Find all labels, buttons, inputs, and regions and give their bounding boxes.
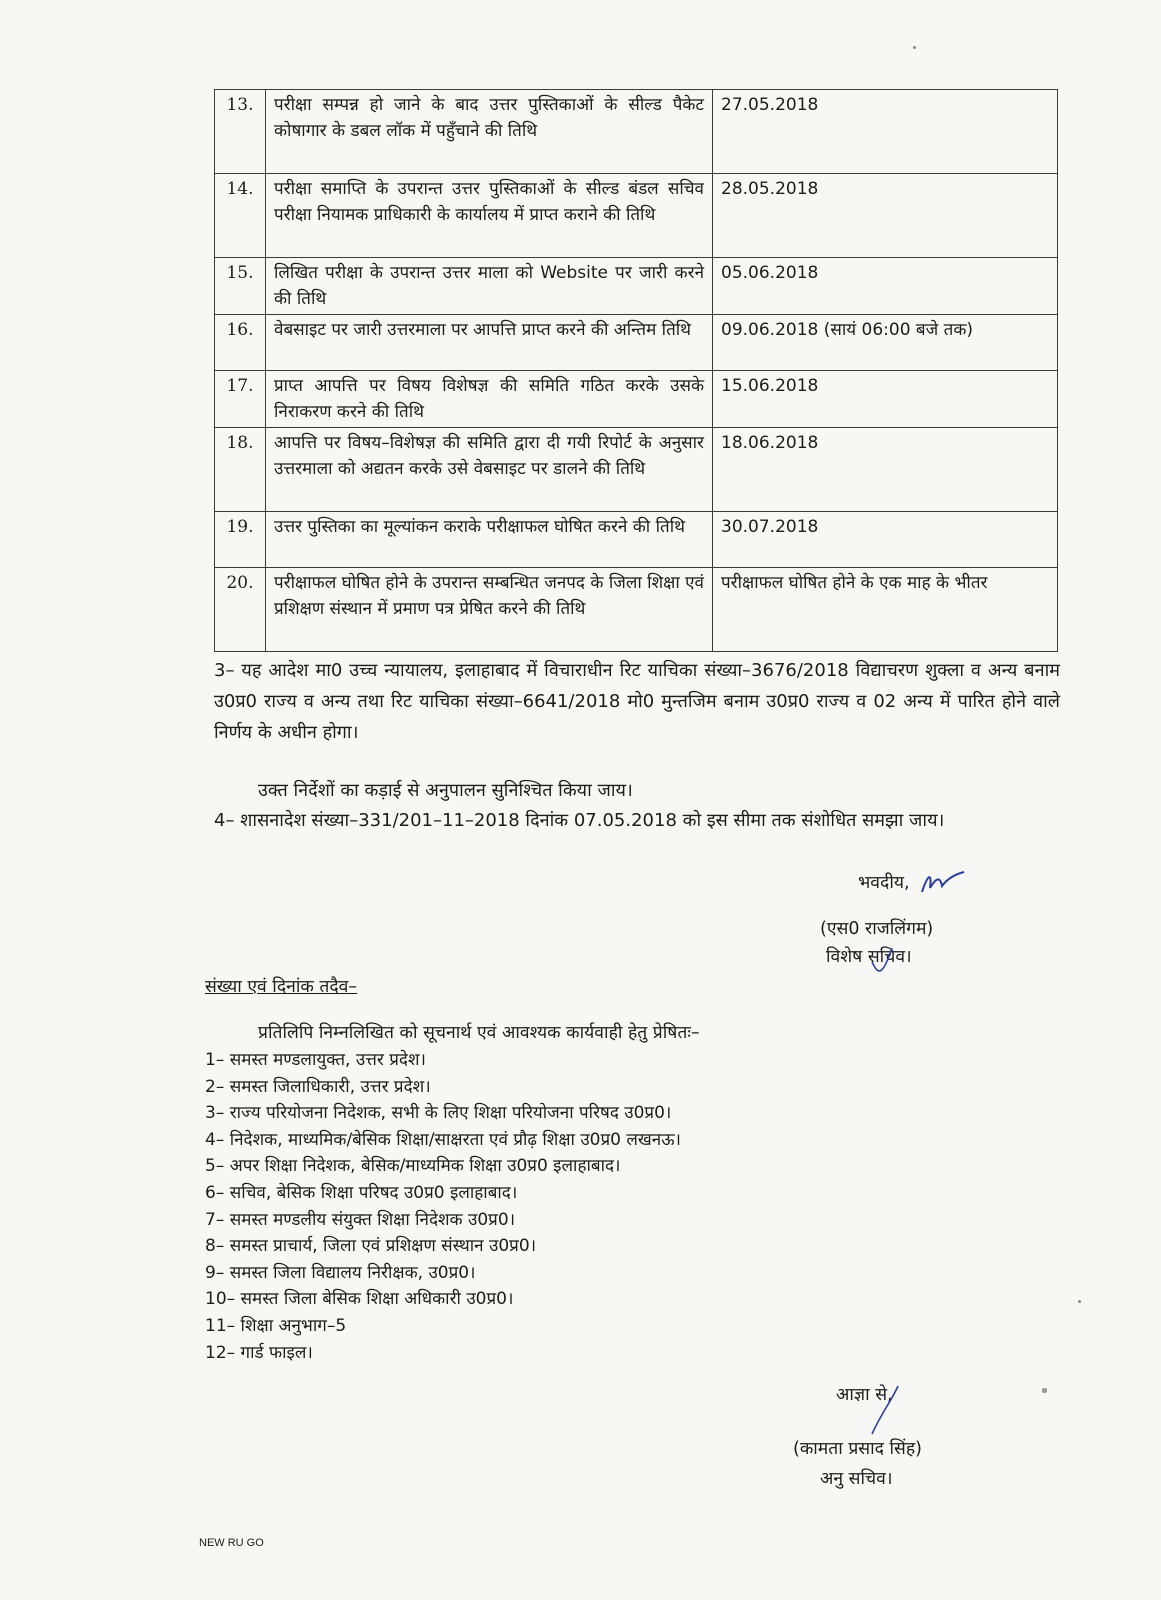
recipient-item: 7– समस्त मण्डलीय संयुक्त शिक्षा निदेशक उ0प्र0।	[205, 1209, 516, 1230]
row-number: 20.	[215, 568, 266, 652]
schedule-row	[215, 428, 1058, 512]
scan-speck	[1078, 1300, 1081, 1303]
row-date: 27.05.2018	[713, 90, 1058, 174]
row-number: 17.	[215, 371, 266, 428]
row-number: 19.	[215, 512, 266, 568]
row-description: परीक्षाफल घोषित होने के उपरान्त सम्बन्धित जनपद के जिला शिक्षा एवं प्रशिक्षण संस्थान में प्रमाण पत्र प्रेषित करने की तिथि	[266, 568, 713, 652]
schedule-row	[215, 258, 1058, 315]
recipient-item: 6– सचिव, बेसिक शिक्षा परिषद उ0प्र0 इलाहाबाद।	[205, 1182, 518, 1203]
signature-stroke	[868, 944, 898, 992]
row-date: 15.06.2018	[713, 371, 1058, 428]
scan-speck	[913, 46, 916, 49]
row-description: लिखित परीक्षा के उपरान्त उत्तर माला को Website पर जारी करने की तिथि	[266, 258, 713, 315]
schedule-row	[215, 315, 1058, 371]
row-date: 05.06.2018	[713, 258, 1058, 315]
signatory-designation: अनु सचिव।	[820, 1469, 893, 1489]
schedule-row	[215, 512, 1058, 568]
paragraph-4: 4– शासनादेश संख्या–331/201–11–2018 दिनांक 07.05.2018 को इस सीमा तक संशोधित समझा जाय।	[214, 810, 945, 831]
handwritten-signature	[918, 868, 968, 898]
row-number: 15.	[215, 258, 266, 315]
schedule-table	[214, 89, 1058, 652]
row-date: 30.07.2018	[713, 512, 1058, 568]
recipient-item: 11– शिक्षा अनुभाग–5	[205, 1315, 347, 1336]
row-number: 18.	[215, 428, 266, 512]
closing-text: भवदीय,	[858, 873, 910, 893]
recipient-item: 2– समस्त जिलाधिकारी, उत्तर प्रदेश।	[205, 1076, 431, 1097]
recipient-item: 5– अपर शिक्षा निदेशक, बेसिक/माध्यमिक शिक्षा उ0प्र0 इलाहाबाद।	[205, 1156, 621, 1177]
row-number: 14.	[215, 174, 266, 258]
recipient-item: 8– समस्त प्राचार्य, जिला एवं प्रशिक्षण संस्थान उ0प्र0।	[205, 1236, 537, 1257]
schedule-row	[215, 90, 1058, 174]
signatory-designation: विशेष सचिव।	[826, 947, 912, 967]
reference-line: संख्या एवं दिनांक तदैव–	[205, 977, 358, 997]
schedule-row	[215, 568, 1058, 652]
signature-stroke	[868, 1382, 908, 1438]
row-date: 18.06.2018	[713, 428, 1058, 512]
copy-intro: प्रतिलिपि निम्नलिखित को सूचनार्थ एवं आवश्यक कार्यवाही हेतु प्रेषितः–	[258, 1023, 700, 1043]
footer-code: NEW RU GO	[199, 1537, 264, 1549]
row-date: परीक्षाफल घोषित होने के एक माह के भीतर	[713, 568, 1058, 652]
signatory-name: (कामता प्रसाद सिंह)	[793, 1439, 922, 1459]
instruction-line: उक्त निर्देशों का कड़ाई से अनुपालन सुनिश्चित किया जाय।	[258, 780, 633, 801]
recipient-item: 1– समस्त मण्डलायुक्त, उत्तर प्रदेश।	[205, 1050, 426, 1070]
row-description: आपत्ति पर विषय–विशेषज्ञ की समिति द्वारा दी गयी रिपोर्ट के अनुसार उत्तरमाला को अद्यतन करके उसे वेबसाइट पर डालने की तिथि	[266, 428, 713, 512]
row-description: परीक्षा सम्पन्न हो जाने के बाद उत्तर पुस्तिकाओं के सील्ड पैकेट कोषागार के डबल लॉक में पहुँचाने की तिथि	[266, 90, 713, 174]
row-number: 13.	[215, 90, 266, 174]
row-number: 16.	[215, 315, 266, 371]
recipient-item: 4– निदेशक, माध्यमिक/बेसिक शिक्षा/साक्षरता एवं प्रौढ़ शिक्षा उ0प्र0 लखनऊ।	[205, 1129, 682, 1150]
row-date: 09.06.2018 (सायं 06:00 बजे तक)	[713, 315, 1058, 371]
scan-speck	[1042, 1388, 1047, 1393]
row-date: 28.05.2018	[713, 174, 1058, 258]
recipient-item: 3– राज्य परियोजना निदेशक, सभी के लिए शिक्षा परियोजना परिषद उ0प्र0।	[205, 1103, 672, 1124]
row-description: परीक्षा समाप्ति के उपरान्त उत्तर पुस्तिकाओं के सील्ड बंडल सचिव परीक्षा नियामक प्राधिकारी के कार्यालय में प्राप्त कराने की तिथि	[266, 174, 713, 258]
recipients-list	[205, 1047, 681, 1366]
schedule-row	[215, 174, 1058, 258]
recipient-item: 9– समस्त जिला विद्यालय निरीक्षक, उ0प्र0।	[205, 1262, 476, 1283]
paragraph-3: 3– यह आदेश मा0 उच्च न्यायालय, इलाहाबाद में विचाराधीन रिट याचिका संख्या–3676/2018 विद्याचरण शुक्ला व अन्य बनाम उ0प्र0 राज्य व अन्य तथा रिट याचिका संख्या–6641/2018 मो0 मुन्तजिम बनाम उ0प्र0 राज्य व 02 अन्य में पारित होने वाले निर्णय के अधीन होगा।	[214, 660, 1060, 743]
row-description: उत्तर पुस्तिका का मूल्यांकन कराके परीक्षाफल घोषित करने की तिथि	[266, 512, 713, 568]
closing-text: आज्ञा से,	[836, 1385, 893, 1405]
row-description: वेबसाइट पर जारी उत्तरमाला पर आपत्ति प्राप्त करने की अन्तिम तिथि	[266, 315, 713, 371]
row-description: प्राप्त आपत्ति पर विषय विशेषज्ञ की समिति गठित करके उसके निराकरण करने की तिथि	[266, 371, 713, 428]
signatory-name: (एस0 राजलिंगम)	[820, 919, 934, 939]
recipient-item: 12– गार्ड फाइल।	[205, 1342, 313, 1363]
recipient-item: 10– समस्त जिला बेसिक शिक्षा अधिकारी उ0प्र0।	[205, 1289, 514, 1310]
schedule-row	[215, 371, 1058, 428]
